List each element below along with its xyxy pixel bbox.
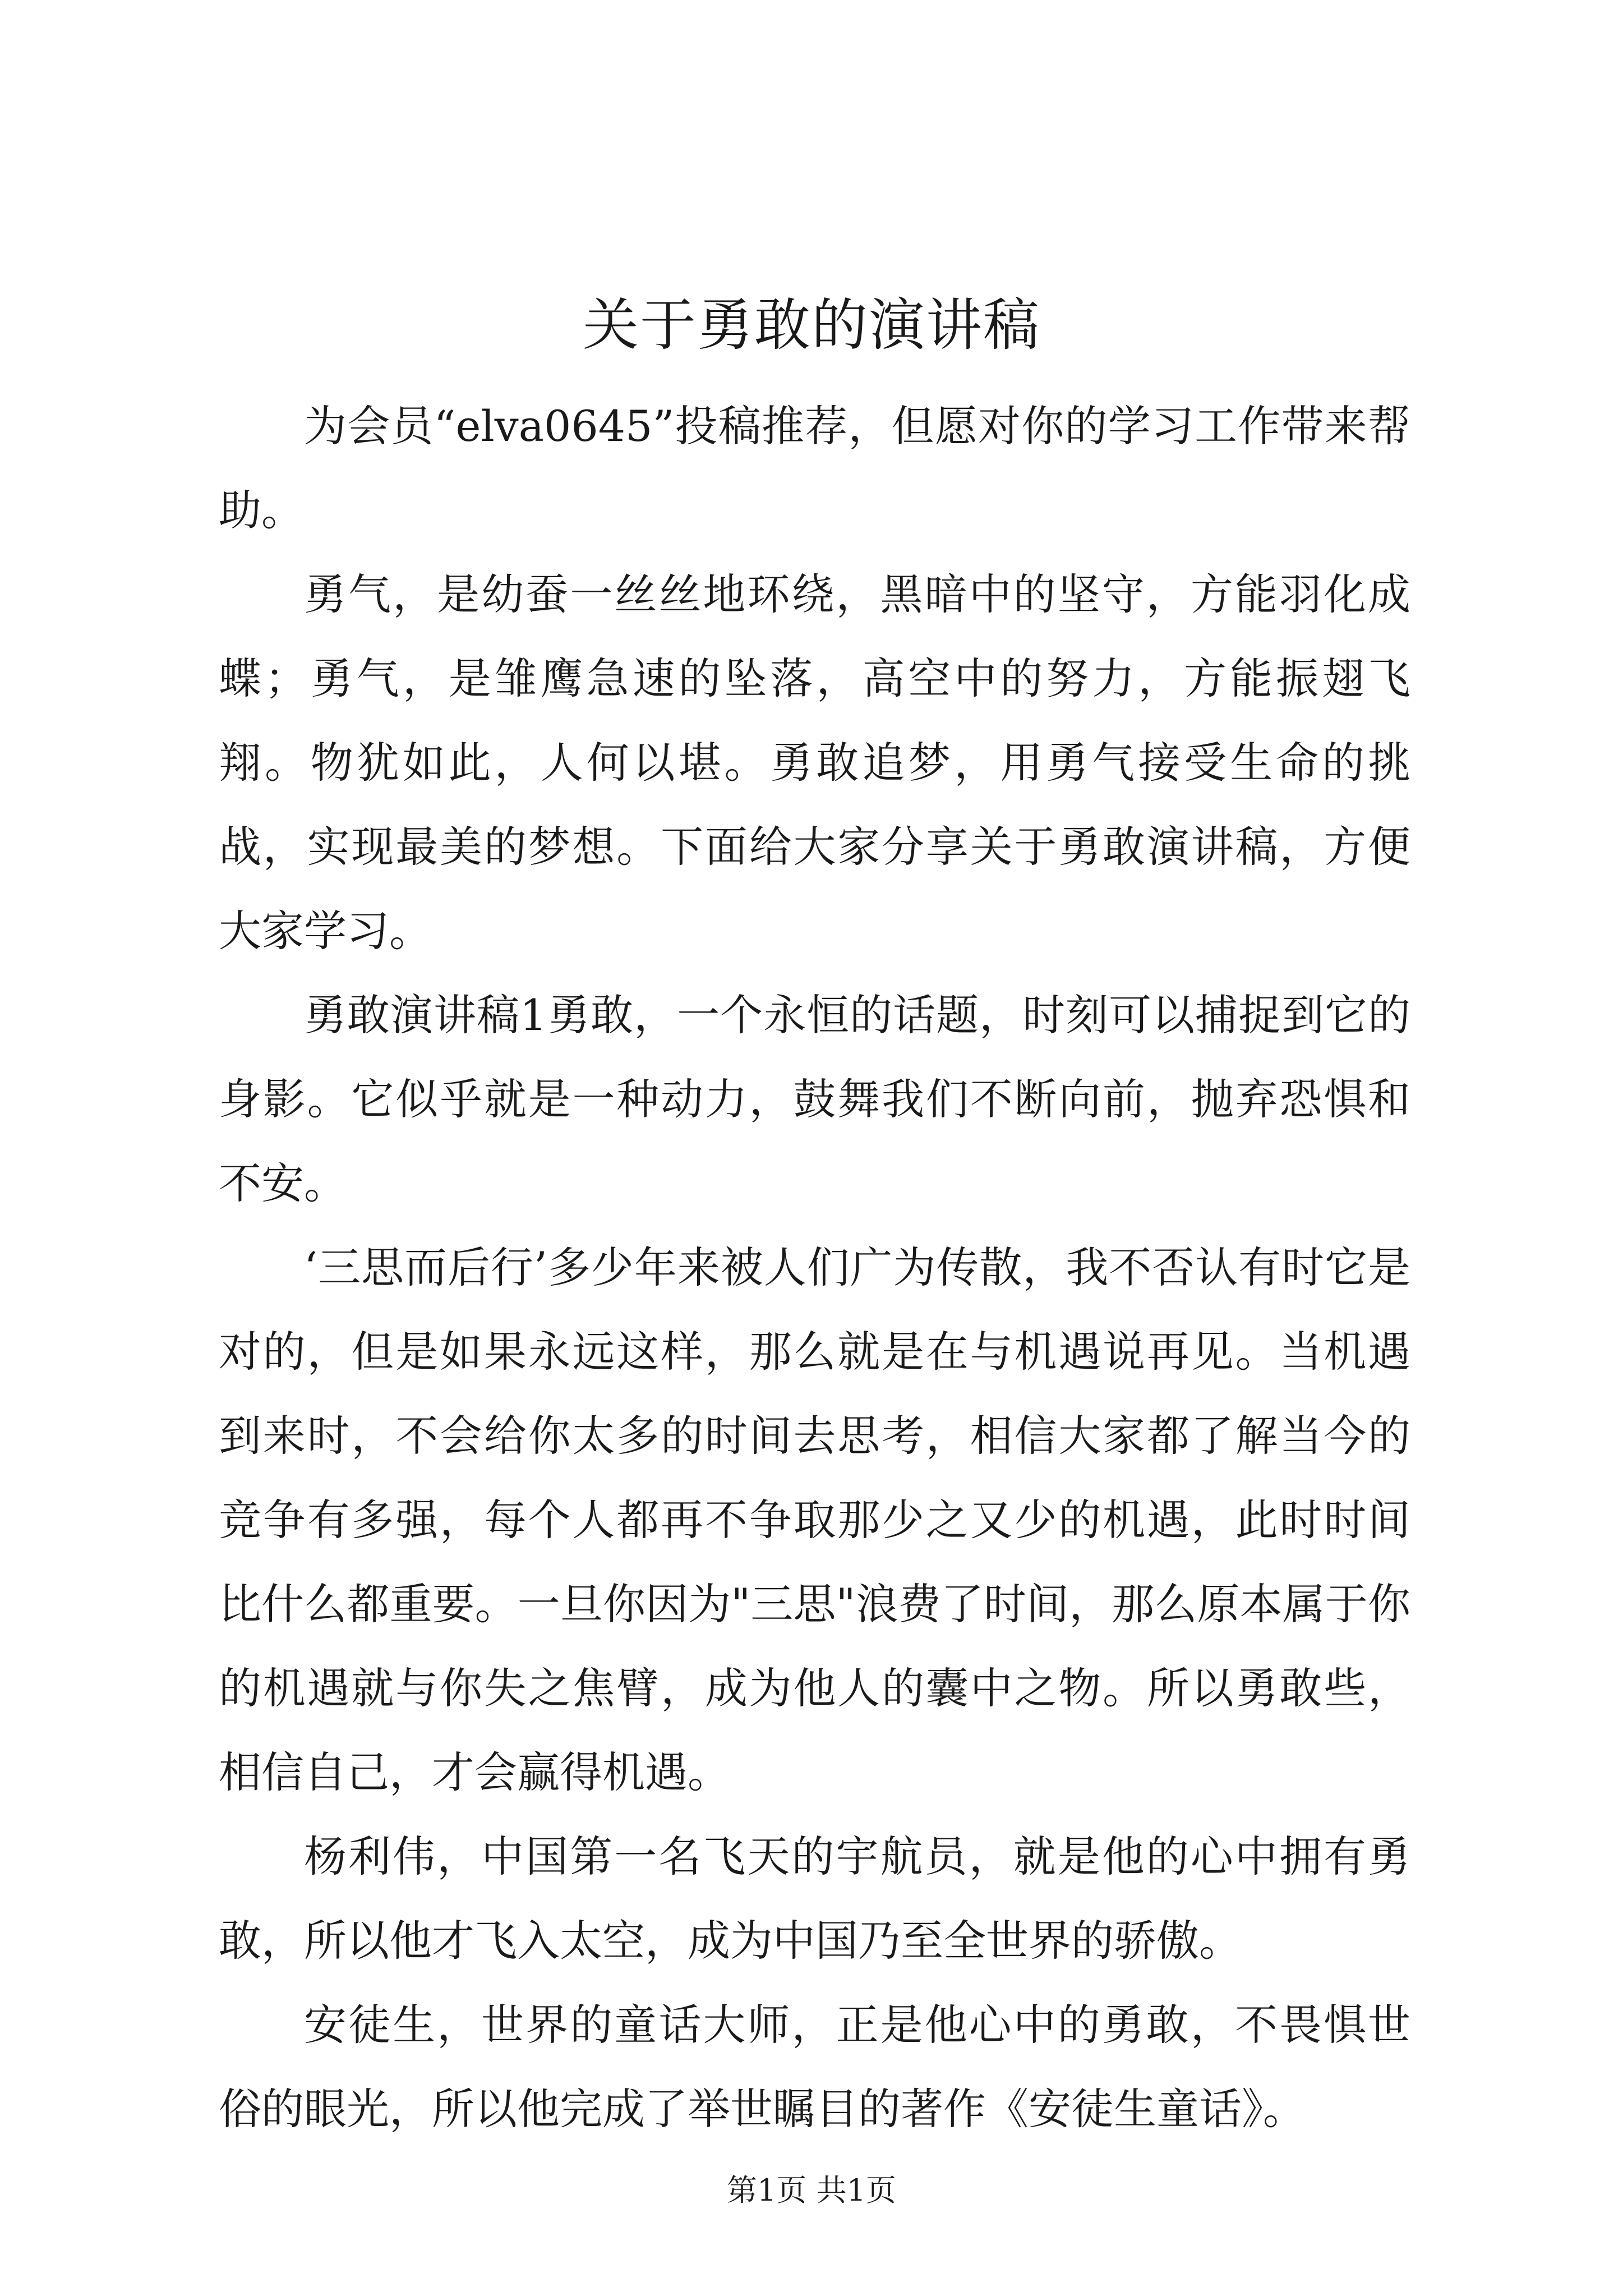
paragraph-andersen: 安徒生，世界的童话大师，正是他心中的勇敢，不畏惧世俗的眼光，所以他完成了举世瞩目的著作《安徒生童话》。 <box>219 2000 1410 2134</box>
page-number-footer: 第1页 共1页 <box>727 2173 896 2208</box>
paragraph-courage-metaphor: 勇气，是幼蚕一丝丝地环绕，黑暗中的坚守，方能羽化成蝶；勇气，是雏鹰急速的坠落，高空中的努力，方能振翅飞翔。物犹如此，人何以堪。勇敢追梦，用勇气接受生命的挑战，实现最美的梦想。下面给大家分享关于勇敢演讲稿，方便大家学习。 <box>219 569 1410 956</box>
paragraph-think-thrice: ‘三思而后行’多少年来被人们广为传散，我不否认有时它是对的，但是如果永远这样，那么就是在与机遇说再见。当机遇到来时，不会给你太多的时间去思考，相信大家都了解当今的竞争有多强，每个人都再不争取那少之又少的机遇，此时时间比什么都重要。一旦你因为"三思"浪费了时间，那么原本属于你的机遇就与你失之焦臂，成为他人的囊中之物。所以勇敢些，相信自己，才会赢得机遇。 <box>219 1243 1410 1797</box>
paragraph-speech-1: 勇敢演讲稿1勇敢，一个永恒的话题，时刻可以捕捉到它的身影。它似乎就是一种动力，鼓舞我们不断向前，抛弃恐惧和不安。 <box>219 990 1410 1208</box>
document-body <box>219 384 1410 2151</box>
paragraph-yang-liwei: 杨利伟，中国第一名飞天的宇航员，就是他的心中拥有勇敢，所以他才飞入太空，成为中国乃至全世界的骄傲。 <box>219 1832 1410 1966</box>
paragraph-intro: 为会员“elva0645”投稿推荐，但愿对你的学习工作带来帮助。 <box>219 401 1410 535</box>
page-title: 关于勇敢的演讲稿 <box>583 292 1040 358</box>
